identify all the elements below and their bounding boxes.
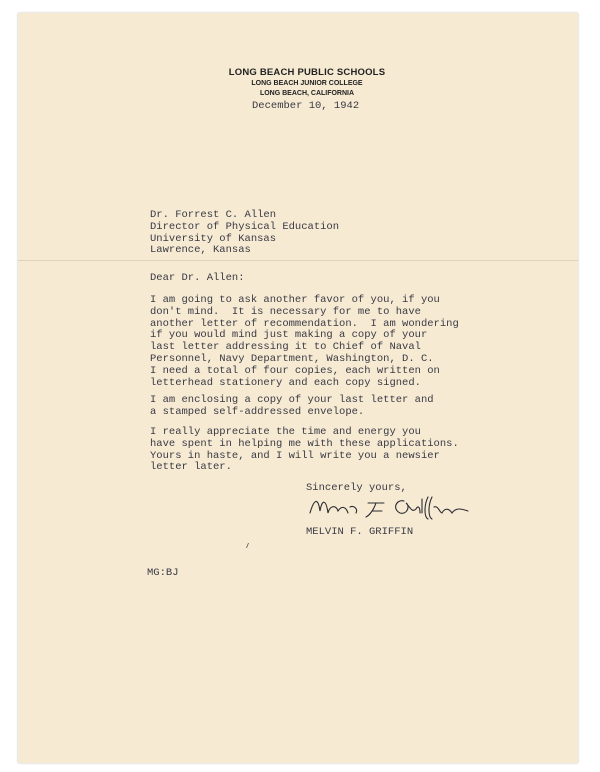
body-line: a stamped self-addressed envelope. [150, 405, 365, 418]
recipient-address [150, 210, 339, 257]
body-line: if you would mind just making a copy of your [150, 329, 428, 342]
recipient-name: Dr. Forrest C. Allen [150, 209, 277, 221]
letter-date: December 10, 1942 [252, 100, 360, 112]
body-line: Yours in haste, and I will write you a newsier [150, 449, 440, 462]
body-line: I am going to ask another favor of you, if you [150, 294, 440, 306]
signer-name: MELVIN F. GRIFFIN [306, 526, 414, 538]
paragraph-request [150, 295, 459, 389]
paragraph-enclosure [150, 395, 434, 419]
body-line: have spent in helping me with these applications. [150, 437, 459, 450]
body-line: another letter of recommendation. I am wondering [150, 317, 459, 330]
handwritten-signature [306, 491, 486, 521]
recipient-location: Lawrence, Kansas [150, 244, 251, 257]
recipient-title: Director of Physical Education [150, 220, 340, 233]
pencil-mark [246, 543, 249, 548]
body-line: last letter addressing it to Chief of Naval [150, 341, 421, 354]
body-line: I really appreciate the time and energy you [150, 426, 421, 438]
body-line: don't mind. It is necessary for me to have [150, 305, 421, 318]
body-line: Personnel, Navy Department, Washington, D. C. [150, 352, 434, 365]
body-line: I am enclosing a copy of your last letter and [150, 394, 434, 406]
paragraph-thanks [150, 427, 459, 474]
typist-initials: MG:BJ [147, 567, 179, 579]
body-line: letter later. [150, 461, 232, 474]
body-line: I need a total of four copies, each written on [150, 364, 440, 377]
fold-line [18, 260, 578, 261]
closing: Sincerely yours, [306, 482, 407, 494]
recipient-institution: University of Kansas [150, 232, 277, 245]
letterhead-college: LONG BEACH JUNIOR COLLEGE [251, 80, 363, 87]
letterhead-district: LONG BEACH PUBLIC SCHOOLS [228, 67, 386, 78]
body-line: letterhead stationery and each copy signed. [150, 376, 421, 389]
salutation: Dear Dr. Allen: [150, 272, 245, 284]
letterhead-city: LONG BEACH, CALIFORNIA [259, 90, 355, 97]
